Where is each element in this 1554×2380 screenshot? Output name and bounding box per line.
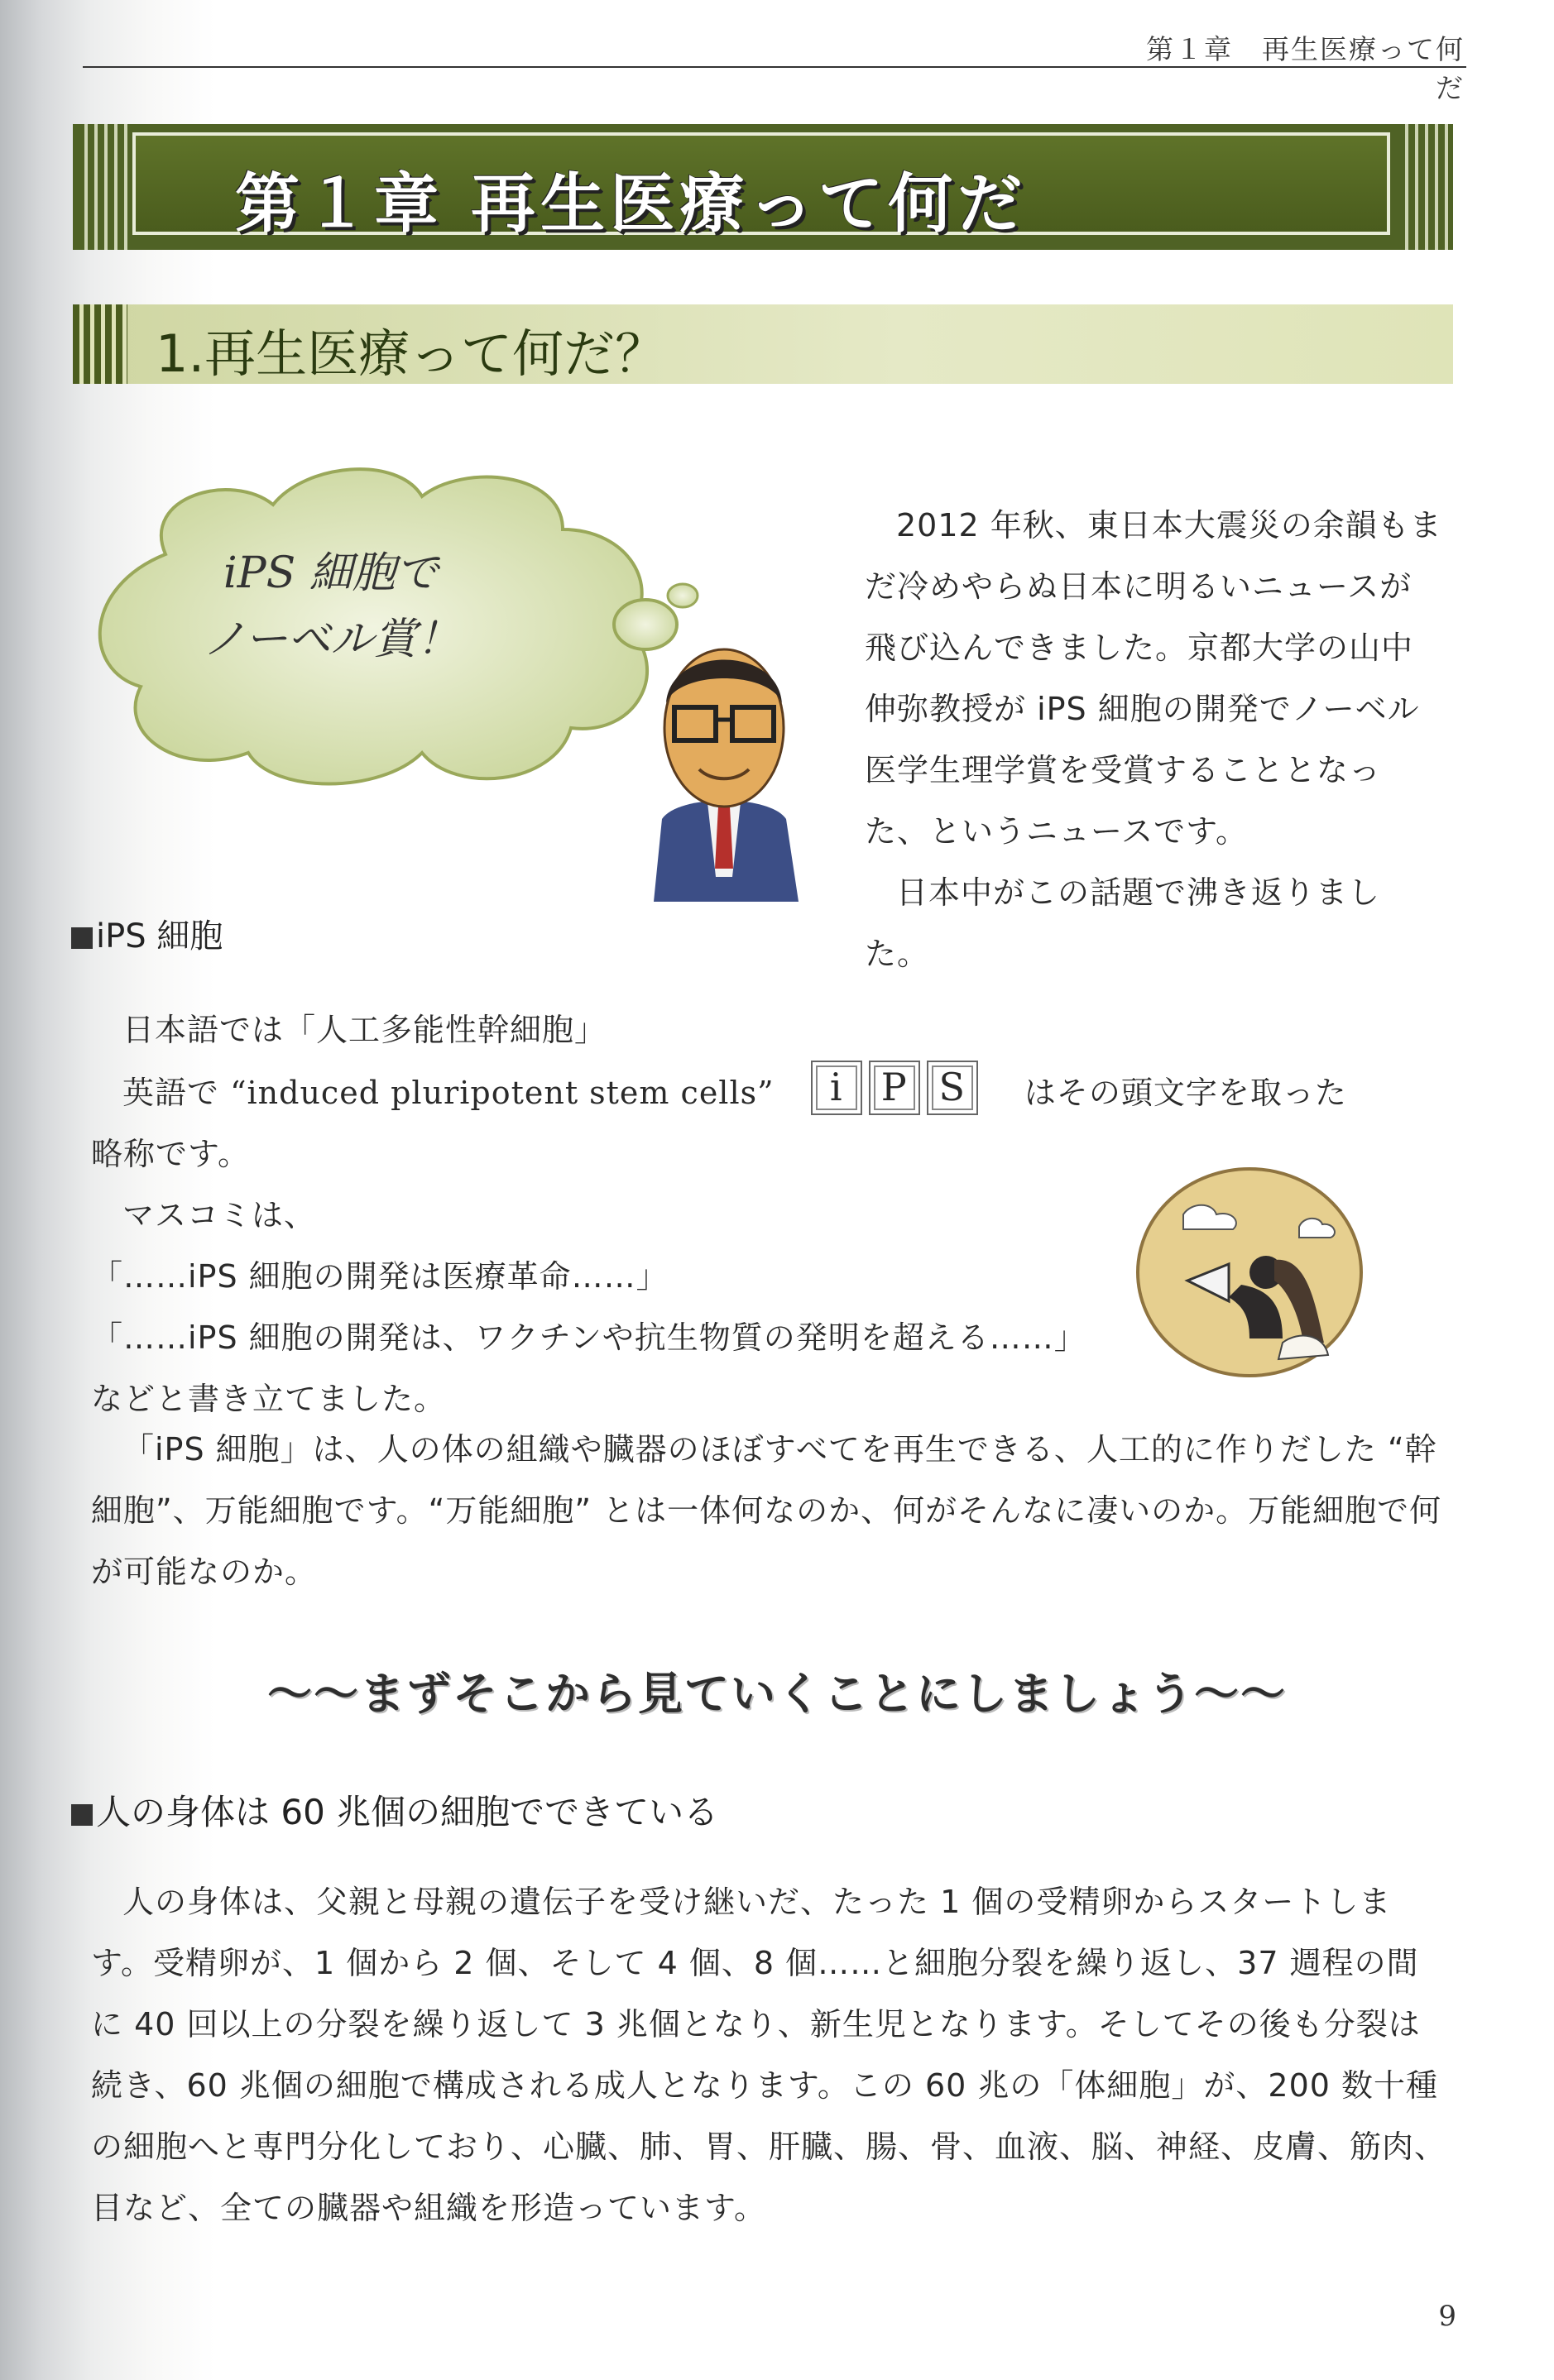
bullet-square-icon <box>71 927 93 949</box>
text-line-english <box>91 1061 1456 1123</box>
chapter-banner <box>73 124 1453 250</box>
cell-division-paragraph <box>91 1871 1448 2239</box>
heading-ips-text: iPS 細胞 <box>96 917 223 955</box>
quote-line: 「……iPS 細胞の開発は、ワクチンや抗生物質の発明を超える……」 <box>91 1319 1086 1356</box>
text-line: 日本語では「人工多能性幹細胞」 <box>122 1012 607 1048</box>
paragraph-text: 「iPS 細胞」は、人の体の組織や臓器のほぼすべてを再生できる、人工的に作りだした “幹細胞”、万能細胞です。“万能細胞” とは一体何なのか、何がそんなに凄いのか。万能細胞で何が可能なのか。 <box>91 1431 1442 1590</box>
text-line: 略称です。 <box>91 1136 250 1172</box>
heading-ips-cells <box>71 910 223 957</box>
letter-box-s: S <box>927 1061 978 1115</box>
chapter-title: 第１章 再生医療って何だ <box>235 167 1028 242</box>
paragraph-text: 人の身体は、父親と母親の遺伝子を受け継いだ、たった 1 個の受精卵からスタートします。受精卵が、1 個から 2 個、そして 4 個、8 個……と細胞分裂を繰り返し、37 週程の間に 40 回以上の分裂を繰り返して 3 兆個となり、新生児となります。そしてその後も分裂は続き、60 兆個の細胞で構成される成人となります。この 60 兆の「体細胞」が、200 数十種の細胞へと専門分化しており、心臓、肺、胃、肝臓、腸、骨、血液、脳、神経、皮膚、筋肉、目など、全ての臓器や組織を形造っています。 <box>91 1884 1447 2226</box>
acronym-note: はその頭文字を取った <box>1024 1075 1347 1111</box>
heading-body-cells <box>71 1785 718 1835</box>
intro-paragraph-2: 日本中がこの話題で沸き返りました。 <box>865 874 1381 972</box>
megaphone-illustration <box>1134 1165 1365 1380</box>
running-head: 第１章 再生医療って何だ <box>1146 33 1465 104</box>
cloud-text-line2: ノーベル賞！ <box>203 615 460 664</box>
banner-frame <box>132 132 1390 242</box>
ips-definition-paragraph <box>91 1419 1448 1602</box>
intro-paragraph: 2012 年秋、東日本大震災の余韻もまだ冷めやらぬ日本に明るいニュースが飛び込んできました。京都大学の山中伸弥教授が iPS 細胞の開発でノーベル医学生理学賞を受賞することとなった、というニュースです。 <box>865 507 1442 850</box>
header-rule <box>83 66 1466 68</box>
section-band <box>73 304 1453 384</box>
letter-box-i: i <box>811 1061 862 1115</box>
center-heading: 〜〜まずそこから見ていくことにしましょう〜〜 <box>267 1668 1287 1720</box>
quote-line: 「……iPS 細胞の開発は医療革命……」 <box>91 1258 669 1295</box>
bullet-square-icon <box>71 1804 93 1826</box>
professor-portrait-illustration <box>629 629 819 902</box>
cloud-text-line1: iPS 細胞で <box>223 548 439 598</box>
section-title: 1.再生医療って何だ？ <box>156 323 667 384</box>
heading-body-text: 人の身体は 60 兆個の細胞でできている <box>96 1792 719 1832</box>
banner-stripes-right <box>1398 124 1448 250</box>
page-number: 9 <box>1438 2300 1456 2333</box>
text-line: などと書き立てました。 <box>91 1381 447 1417</box>
banner-stripes-left <box>78 124 127 250</box>
letter-box-p: P <box>869 1061 920 1115</box>
text-line: マスコミは、 <box>122 1197 317 1233</box>
intro-text <box>865 495 1444 984</box>
section-stripes <box>73 304 127 384</box>
english-name: 英語で “induced pluripotent stem cells” <box>122 1075 775 1111</box>
